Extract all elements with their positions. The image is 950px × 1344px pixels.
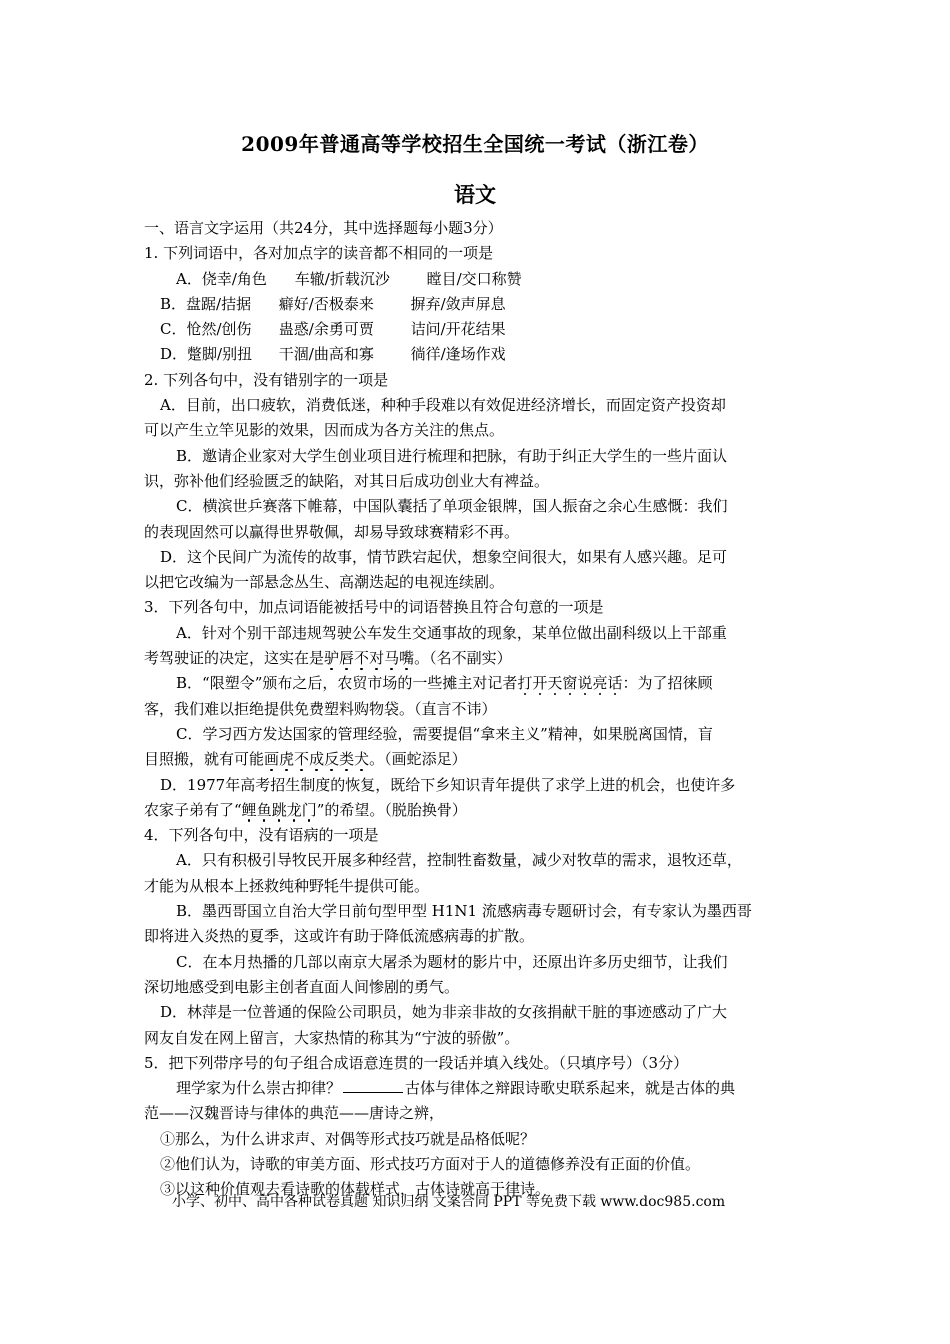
question-4-option-c-line-1: C．在本月热播的几部以南京大屠杀为题材的影片中，还原出许多历史细节，让我们	[176, 952, 728, 971]
question-3-option-b-line-2: 客，我们难以拒绝提供免费塑料购物袋。（直言不讳）	[144, 699, 497, 718]
text-segment: 农家子弟有了“	[144, 800, 242, 819]
question-4-option-d-line-2: 网友自发在网上留言，大家热情的称其为“宁波的骄傲”。	[144, 1028, 520, 1047]
dotted-char: 类	[339, 750, 355, 769]
dotted-char: 虎	[279, 750, 295, 769]
option-c-part-2: 蛊惑/余勇可贾	[278, 320, 374, 339]
option-c-part-3: 诘问/开花结果	[410, 320, 506, 339]
dotted-char: 画	[264, 750, 280, 769]
option-d-part-1: D．蹩脚/别扭	[160, 345, 253, 364]
question-5-stem: 5．把下列带序号的句子组合成语意连贯的一段话并填入线处。（只填序号）（3分）	[144, 1053, 689, 1072]
dotted-char: 驴	[324, 649, 340, 668]
question-1-stem: 1. 下列词语中，各对加点字的读音都不相同的一项是	[144, 244, 494, 263]
question-2-option-d-line-2: 以把它改编为一部悬念丛生、高潮迭起的电视连续剧。	[144, 573, 505, 592]
dotted-char: 不	[354, 649, 370, 668]
question-5-sentence-3: ③以这种价值观去看诗歌的体载样式，古体诗就高于律诗。	[160, 1180, 551, 1199]
text-segment: 古体与律体之辩跟诗歌史联系起来，就是古体的典	[405, 1079, 736, 1098]
question-2-option-a-line-1: A．目前，出口疲软，消费低迷，种种手段难以有效促进经济增长，而固定资产投资却	[160, 396, 726, 415]
question-1-option-c	[144, 317, 816, 342]
question-2-stem: 2. 下列各句中，没有错别字的一项是	[144, 370, 389, 389]
question-4-option-c-line-2: 深切地感受到电影主创者直面人间惨剧的勇气。	[144, 977, 460, 996]
dotted-phrase	[517, 674, 622, 692]
question-5-sentence-1: ①那么，为什么讲求声、对偶等形式技巧就是品格低呢？	[160, 1129, 536, 1148]
dotted-phrase	[264, 750, 369, 768]
question-4-option-b-line-2: 即将进入炎热的夏季，这或许有助于降低流感病毒的扩散。	[144, 927, 535, 946]
text-segment: 目照搬，就有可能	[144, 750, 265, 769]
question-3-option-b-line-1	[144, 671, 816, 696]
question-3-option-c-line-1: C．学习西方发达国家的管理经验，需要提倡“拿来主义”精神，如果脱离国情，盲	[176, 724, 713, 743]
text-segment: B．“限塑令”颁布之后，农贸市场的一些摊主对记者	[176, 674, 518, 693]
question-2-option-c-line-2: 的表现固然可以赢得世界敬佩，却易导致球赛精彩不再。	[144, 522, 520, 541]
option-a-part-3: 瞠目/交口称赞	[426, 269, 522, 288]
exam-title: 2009年普通高等学校招生全国统一考试（浙江卷）	[241, 132, 709, 156]
question-2-option-b-line-2: 识，弥补他们经验匮乏的缺陷，对其日后成功创业大有裨益。	[144, 471, 550, 490]
dotted-char: 门	[301, 800, 317, 819]
dotted-char: 话	[607, 674, 623, 693]
dotted-char: 说	[577, 674, 593, 693]
answer-blank[interactable]	[343, 1078, 403, 1093]
dotted-char: 马	[384, 649, 400, 668]
question-5-sentence-2: ②他们认为，诗歌的审美方面、形式技巧方面对于人的道德修养没有正面的价值。	[160, 1154, 701, 1173]
dotted-char: 亮	[592, 674, 608, 693]
text-segment: 理学家为什么崇古抑律？	[176, 1079, 342, 1098]
dotted-char: 唇	[339, 649, 355, 668]
dotted-phrase	[242, 801, 317, 819]
question-3-option-a-line-2	[144, 646, 816, 671]
question-3-stem: 3．下列各句中，加点词语能被括号中的词语替换且符合句意的一项是	[144, 598, 604, 617]
dotted-char: 不	[294, 750, 310, 769]
option-c-part-1: C．怆然/创伤	[160, 320, 252, 339]
question-3-option-d-line-1: D．1977年高考招生制度的恢复，既给下乡知识青年提供了求学上进的机会，也使许多	[160, 775, 736, 794]
question-5-passage-line-1	[144, 1076, 816, 1101]
option-d-part-2: 干涸/曲高和寡	[278, 345, 374, 364]
question-2-option-c-line-1: C．横滨世乒赛落下帷幕，中国队囊括了单项金银牌，国人振奋之余心生感慨：我们	[176, 497, 728, 516]
footer-watermark-text: 小学、初中、高中各种试卷真题 知识归纳 文案合同 PPT 等免费下载 www.doc985.com	[172, 1194, 726, 1210]
question-5-passage-line-2: 范——汉魏晋诗与律体的典范——唐诗之辨，	[144, 1104, 445, 1123]
question-4-option-a-line-2: 才能为从根本上拯救纯种野牦牛提供可能。	[144, 876, 430, 895]
dotted-phrase	[324, 649, 414, 667]
question-4-option-a-line-1: A．只有积极引导牧民开展多种经营，控制牲畜数量，减少对牧草的需求，退牧还草，	[176, 851, 742, 870]
subject-heading: 语文	[454, 182, 496, 207]
text-segment: ”的希望。（脱胎换骨）	[316, 800, 467, 819]
question-1-option-d	[144, 342, 816, 367]
question-3-option-c-line-2	[144, 747, 816, 772]
section-header: 一、语言文字运用（共24分，其中选择题每小题3分）	[144, 219, 503, 237]
question-1-option-b	[144, 292, 816, 317]
question-2-option-a-line-2: 可以产生立竿见影的效果，因而成为各方关注的焦点。	[144, 421, 505, 440]
question-4-option-b-line-1: B．墨西哥国立自治大学日前句型甲型 H1N1 流感病毒专题研讨会，有专家认为墨西哥	[176, 902, 752, 921]
question-2-option-d-line-1: D．这个民间广为流传的故事，情节跌宕起伏，想象空间很大，如果有人感兴趣。足可	[160, 547, 728, 566]
option-a-part-2: 车辙/折载沉沙	[294, 269, 390, 288]
dotted-char: 反	[324, 750, 340, 769]
text-segment: 。（画蛇添足）	[369, 750, 467, 769]
text-segment: 。（名不副实）	[414, 649, 512, 668]
text-segment: 考驾驶证的决定，这实在是	[144, 649, 325, 668]
question-1-option-a	[144, 267, 816, 292]
dotted-char: 嘴	[399, 649, 415, 668]
dotted-char: 成	[309, 750, 325, 769]
question-3-option-d-line-2	[144, 798, 816, 823]
option-b-part-2: 癖好/否极泰来	[278, 294, 374, 313]
dotted-char: 开	[532, 674, 548, 693]
dotted-char: 鲤	[241, 800, 257, 819]
option-a-part-1: A．侥幸/角色	[176, 269, 267, 288]
dotted-char: 鱼	[256, 800, 272, 819]
document-body	[144, 216, 816, 1203]
dotted-char: 犬	[354, 750, 370, 769]
question-3-option-a-line-1: A．针对个别干部违规驾驶公车发生交通事故的现象，某单位做出副科级以上干部重	[176, 623, 727, 642]
text-segment: ：为了招徕顾	[622, 674, 713, 693]
dotted-char: 打	[517, 674, 533, 693]
dotted-char: 龙	[286, 800, 302, 819]
dotted-char: 天	[547, 674, 563, 693]
option-d-part-3: 徜徉/逢场作戏	[410, 345, 506, 364]
question-2-option-b-line-1: B．邀请企业家对大学生创业项目进行梳理和把脉，有助于纠正大学生的一些片面认	[176, 446, 728, 465]
option-b-part-1: B．盘踞/拮据	[160, 294, 252, 313]
dotted-char: 对	[369, 649, 385, 668]
question-4-option-d-line-1: D．林萍是一位普通的保险公司职员，她为非亲非故的女孩捐献干脏的事迹感动了广大	[160, 1003, 728, 1022]
dotted-char: 窗	[562, 674, 578, 693]
option-b-part-3: 摒弃/敛声屏息	[410, 294, 506, 313]
question-4-stem: 4．下列各句中，没有语病的一项是	[144, 826, 379, 845]
dotted-char: 跳	[271, 800, 287, 819]
